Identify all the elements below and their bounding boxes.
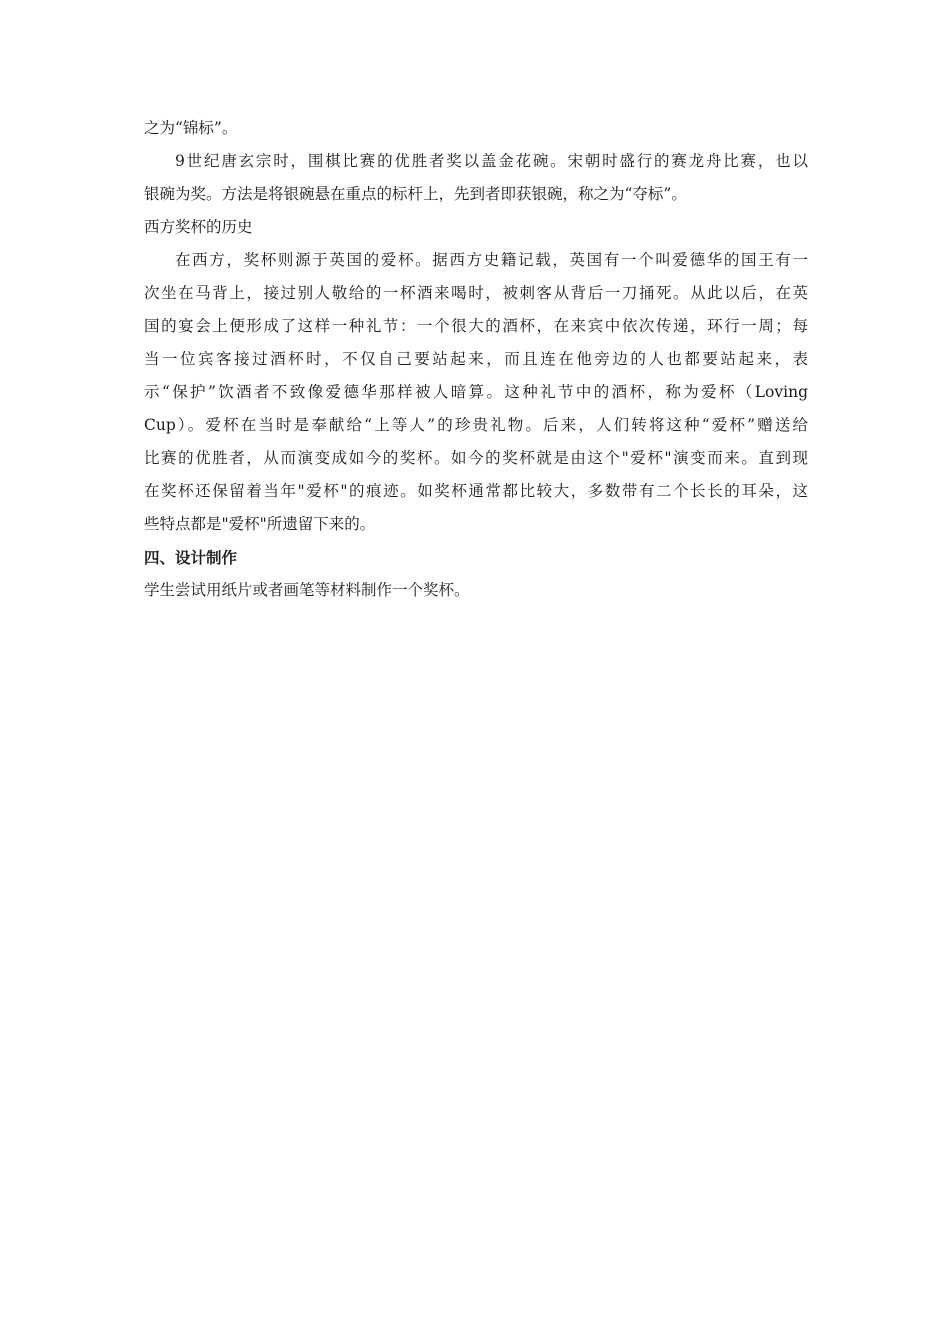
- paragraph-line: 些特点都是"爱杯"所遗留下来的。: [144, 515, 376, 533]
- paragraph-line: 次坐在马背上，接过别人敬给的一杯酒来喝时，被刺客从背后一刀捅死。从此以后，在英: [144, 284, 808, 302]
- paragraph-line: 9世纪唐玄宗时，围棋比赛的优胜者奖以盖金花碗。宋朝时盛行的赛龙舟比赛，也以: [175, 152, 808, 170]
- section-body-text: 学生尝试用纸片或者画笔等材料制作一个奖杯。: [144, 581, 470, 599]
- document-page: [144, 112, 808, 607]
- western-history-title: 西方奖杯的历史: [144, 218, 253, 236]
- paragraph-line: 比赛的优胜者，从而演变成如今的奖杯。如今的奖杯就是由这个"爱杯"演变而来。直到现: [144, 449, 808, 467]
- section-heading: 四、设计制作: [144, 548, 238, 567]
- intro-tail-text: 之为“锦标”。: [144, 119, 238, 137]
- paragraph-line: 在西方，奖杯则源于英国的爱杯。据西方史籍记载，英国有一个叫爱德华的国王有一: [175, 251, 808, 269]
- paragraph-line: 银碗为奖。方法是将银碗悬在重点的标杆上，先到者即获银碗，称之为“夺标”。: [144, 185, 687, 203]
- tang-dynasty-paragraph: [144, 145, 808, 211]
- western-history-paragraph: [144, 244, 808, 541]
- paragraph-line: 国的宴会上便形成了这样一种礼节：一个很大的酒杯，在来宾中依次传递，环行一周；每: [144, 317, 808, 335]
- paragraph-line: Cup）。爱杯在当时是奉献给“上等人”的珍贵礼物。后来，人们转将这种“爱杯”赠送给: [144, 416, 808, 434]
- paragraph-line: 在奖杯还保留着当年"爱杯"的痕迹。如奖杯通常都比较大，多数带有二个长长的耳朵，这: [144, 482, 808, 500]
- paragraph-line: 当一位宾客接过酒杯时，不仅自己要站起来，而且连在他旁边的人也都要站起来，表: [144, 350, 808, 368]
- paragraph-line: 示“保护”饮酒者不致像爱德华那样被人暗算。这种礼节中的酒杯，称为爱杯（Loving: [144, 383, 808, 401]
